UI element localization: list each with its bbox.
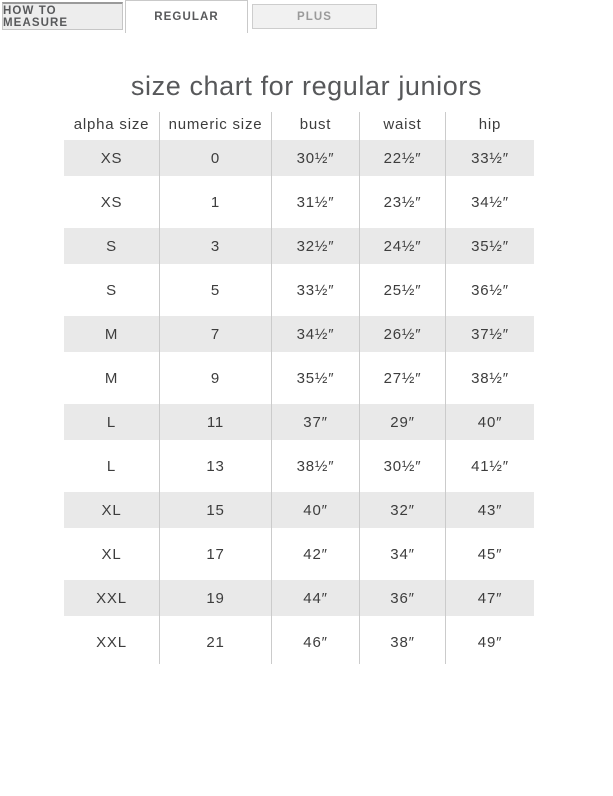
table-cell: 24½″ xyxy=(360,224,446,268)
table-row xyxy=(64,400,534,444)
table-cell: XXL xyxy=(64,620,160,664)
table-row xyxy=(64,312,534,356)
table-cell: 38½″ xyxy=(471,369,509,387)
table-cell: XS xyxy=(64,180,160,224)
tab-regular[interactable]: REGULAR xyxy=(125,0,248,33)
table-row xyxy=(64,268,534,312)
column-header-alpha-size: alpha size xyxy=(64,112,160,136)
table-row xyxy=(64,180,534,224)
page-title: size chart for regular juniors xyxy=(130,71,483,101)
table-cell: 42″ xyxy=(272,532,360,576)
table-cell: 44″ xyxy=(272,576,360,620)
size-table xyxy=(64,112,534,664)
table-row xyxy=(64,488,534,532)
column-header-numeric-size: numeric size xyxy=(160,112,272,136)
table-cell: 36″ xyxy=(360,576,446,620)
table-cell: 17 xyxy=(160,532,272,576)
table-cell: 34½″ xyxy=(272,312,360,356)
table-cell: 1 xyxy=(160,180,272,224)
table-cell: 34″ xyxy=(360,532,446,576)
table-cell: L xyxy=(64,444,160,488)
tab-bar xyxy=(0,0,613,33)
column-header-hip: hip xyxy=(478,115,502,133)
table-cell: 43″ xyxy=(446,488,534,532)
table-cell: 35½″ xyxy=(446,224,534,268)
table-header-row xyxy=(64,112,534,136)
table-cell: 15 xyxy=(160,488,272,532)
table-cell: M xyxy=(64,356,160,400)
table-cell: 45″ xyxy=(477,545,503,563)
table-cell: 29″ xyxy=(360,400,446,444)
table-cell: S xyxy=(64,224,160,268)
table-cell: XS xyxy=(64,136,160,180)
table-row xyxy=(64,620,534,664)
column-header-waist: waist xyxy=(360,112,446,136)
table-cell: 0 xyxy=(160,136,272,180)
table-cell: 40″ xyxy=(272,488,360,532)
table-cell: 22½″ xyxy=(360,136,446,180)
table-cell: 19 xyxy=(160,576,272,620)
table-cell: 37″ xyxy=(272,400,360,444)
tab-how-to-measure[interactable]: HOW TO MEASURE xyxy=(2,2,123,30)
table-cell: 25½″ xyxy=(360,268,446,312)
table-cell: 27½″ xyxy=(360,356,446,400)
table-cell: 9 xyxy=(160,356,272,400)
table-cell: 49″ xyxy=(477,633,503,651)
table-cell: 21 xyxy=(160,620,272,664)
table-row xyxy=(64,532,534,576)
table-row xyxy=(64,356,534,400)
table-cell: S xyxy=(64,268,160,312)
table-row xyxy=(64,576,534,620)
table-cell: 38″ xyxy=(360,620,446,664)
table-cell: 32″ xyxy=(360,488,446,532)
tab-plus[interactable]: PLUS xyxy=(252,4,377,29)
table-cell: 38½″ xyxy=(272,444,360,488)
table-cell: 33½″ xyxy=(272,268,360,312)
table-cell: 46″ xyxy=(272,620,360,664)
table-cell: XL xyxy=(64,532,160,576)
table-row xyxy=(64,136,534,180)
table-cell: 7 xyxy=(160,312,272,356)
table-cell: 33½″ xyxy=(446,136,534,180)
table-cell: 35½″ xyxy=(272,356,360,400)
table-cell: 23½″ xyxy=(360,180,446,224)
table-cell: M xyxy=(64,312,160,356)
table-cell: 13 xyxy=(160,444,272,488)
table-cell: 34½″ xyxy=(471,193,509,211)
table-cell: 5 xyxy=(160,268,272,312)
table-cell: 47″ xyxy=(446,576,534,620)
table-cell: 11 xyxy=(160,400,272,444)
table-cell: XXL xyxy=(64,576,160,620)
table-row xyxy=(64,224,534,268)
table-cell: 26½″ xyxy=(360,312,446,356)
table-row xyxy=(64,444,534,488)
table-cell: 30½″ xyxy=(272,136,360,180)
table-cell: 41½″ xyxy=(471,457,509,475)
table-cell: 3 xyxy=(160,224,272,268)
table-cell: 40″ xyxy=(446,400,534,444)
table-cell: 37½″ xyxy=(446,312,534,356)
table-cell: L xyxy=(64,400,160,444)
table-cell: 30½″ xyxy=(360,444,446,488)
table-cell: XL xyxy=(64,488,160,532)
table-body xyxy=(64,136,534,664)
column-header-bust: bust xyxy=(272,112,360,136)
table-cell: 36½″ xyxy=(471,281,509,299)
table-cell: 31½″ xyxy=(272,180,360,224)
table-cell: 32½″ xyxy=(272,224,360,268)
